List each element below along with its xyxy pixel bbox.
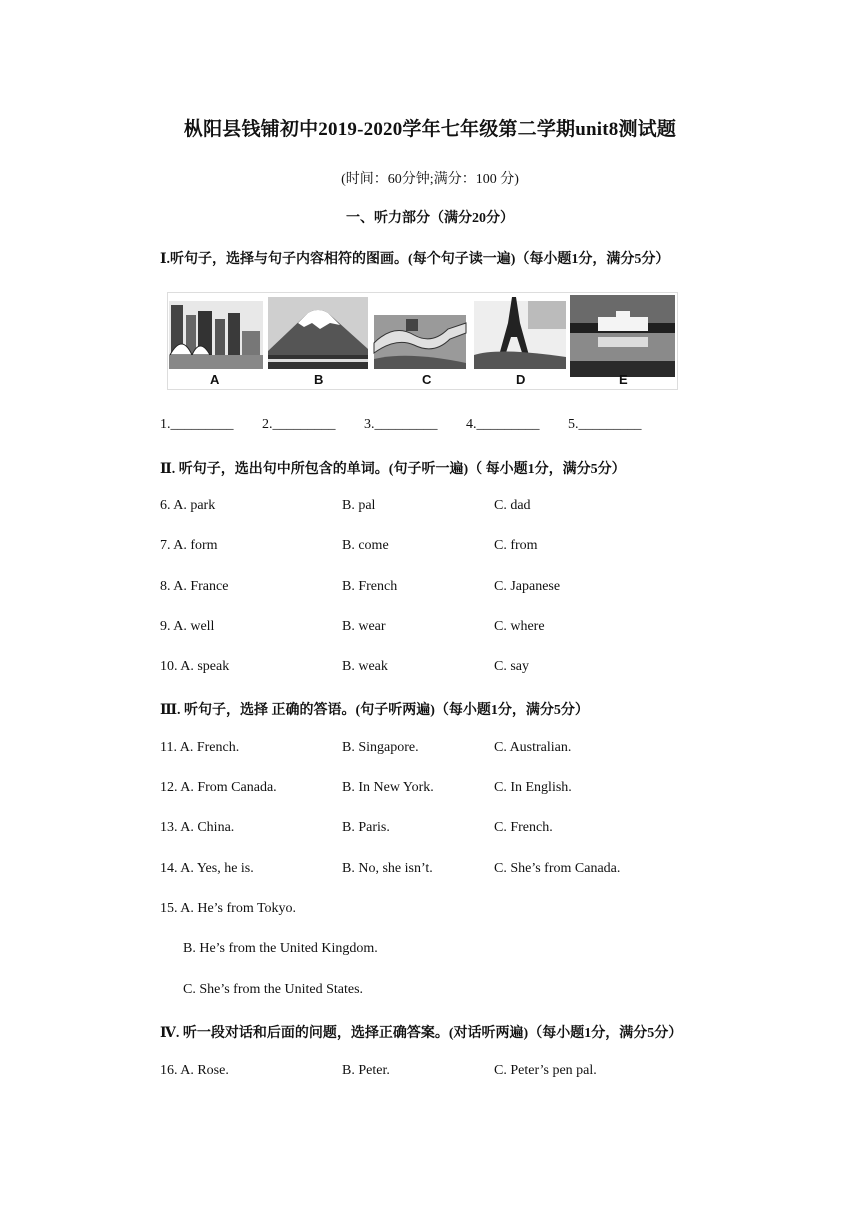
option-a: 15. A. He’s from Tokyo. — [160, 901, 297, 916]
option-a: 6. A. park — [160, 498, 216, 513]
question-row — [160, 820, 760, 840]
answer-blank-4[interactable]: 4._________ — [466, 417, 540, 432]
option-b: B. No, she isn’t. — [342, 861, 433, 876]
option-b: B. Singapore. — [342, 740, 419, 755]
option-a: 13. A. China. — [160, 820, 235, 835]
answer-blank-5[interactable]: 5._________ — [568, 417, 642, 432]
picture-d-eiffel-tower — [474, 297, 566, 369]
listening-part-heading: 一、听力部分（满分20分） — [346, 211, 514, 226]
option-c: C. where — [494, 619, 545, 634]
picture-label-b: B — [314, 372, 324, 387]
option-c: C. say — [494, 659, 529, 674]
picture-c-great-wall — [374, 315, 466, 369]
option-b: B. weak — [342, 659, 388, 674]
option-c: C. French. — [494, 820, 553, 835]
answer-blank-2[interactable]: 2._________ — [262, 417, 336, 432]
section-3-instructions: Ⅲ. 听句子，选择 正确的答语。(句子听两遍)（每小题1分，满分5分） — [160, 703, 589, 718]
option-a: 14. A. Yes, he is. — [160, 861, 254, 876]
option-b: B. French — [342, 579, 398, 594]
section-4-instructions: Ⅳ. 听一段对话和后面的问题，选择正确答案。(对话听两遍)（每小题1分，满分5分） — [160, 1026, 683, 1041]
answer-blank-3[interactable]: 3._________ — [364, 417, 438, 432]
question-row — [160, 498, 760, 518]
picture-label-c: C — [422, 372, 432, 387]
option-c: C. Australian. — [494, 740, 572, 755]
question-row — [160, 619, 760, 639]
picture-label-e: E — [619, 372, 628, 387]
option-b: B. Peter. — [342, 1063, 390, 1078]
answer-blank-1[interactable]: 1._________ — [160, 417, 234, 432]
option-a: 10. A. speak — [160, 659, 230, 674]
option-c: C. She’s from Canada. — [494, 861, 621, 876]
picture-a-sydney — [169, 301, 263, 369]
question-15-option-c: C. She’s from the United States. — [183, 982, 364, 997]
section-2-instructions: Ⅱ. 听句子，选出句中所包含的单词。(句子听一遍)（ 每小题1分，满分5分） — [160, 462, 626, 477]
option-a: 8. A. France — [160, 579, 229, 594]
option-b: B. come — [342, 538, 389, 553]
picture-e-white-house — [570, 295, 675, 377]
picture-label-d: D — [516, 372, 526, 387]
option-c: C. dad — [494, 498, 531, 513]
option-a: 7. A. form — [160, 538, 218, 553]
landmark-pictures — [167, 292, 678, 390]
option-c: C. Peter’s pen pal. — [494, 1063, 597, 1078]
section-1-instructions: Ⅰ.听句子，选择与句子内容相符的图画。(每个句子读一遍)（每小题1分，满分5分） — [160, 252, 670, 267]
option-b: B. In New York. — [342, 780, 434, 795]
question-row — [160, 780, 760, 800]
question-15 — [160, 901, 760, 921]
option-a: 16. A. Rose. — [160, 1063, 229, 1078]
question-row — [160, 579, 760, 599]
question-row — [160, 538, 760, 558]
option-c: C. from — [494, 538, 538, 553]
question-row — [160, 1063, 760, 1083]
question-row — [160, 861, 760, 881]
picture-label-a: A — [210, 372, 220, 387]
question-row — [160, 659, 760, 679]
question-row — [160, 740, 760, 760]
option-a: 11. A. French. — [160, 740, 240, 755]
option-a: 12. A. From Canada. — [160, 780, 277, 795]
question-15-option-b: B. He’s from the United Kingdom. — [183, 941, 378, 956]
option-b: B. Paris. — [342, 820, 390, 835]
option-c: C. In English. — [494, 780, 572, 795]
option-a: 9. A. well — [160, 619, 215, 634]
picture-b-mount-fuji — [268, 297, 368, 369]
option-b: B. pal — [342, 498, 376, 513]
exam-time-score: (时间：60分钟;满分：100 分) — [341, 172, 519, 187]
exam-title: 枞阳县钱铺初中2019-2020学年七年级第二学期unit8测试题 — [183, 119, 677, 140]
option-b: B. wear — [342, 619, 386, 634]
option-c: C. Japanese — [494, 579, 561, 594]
